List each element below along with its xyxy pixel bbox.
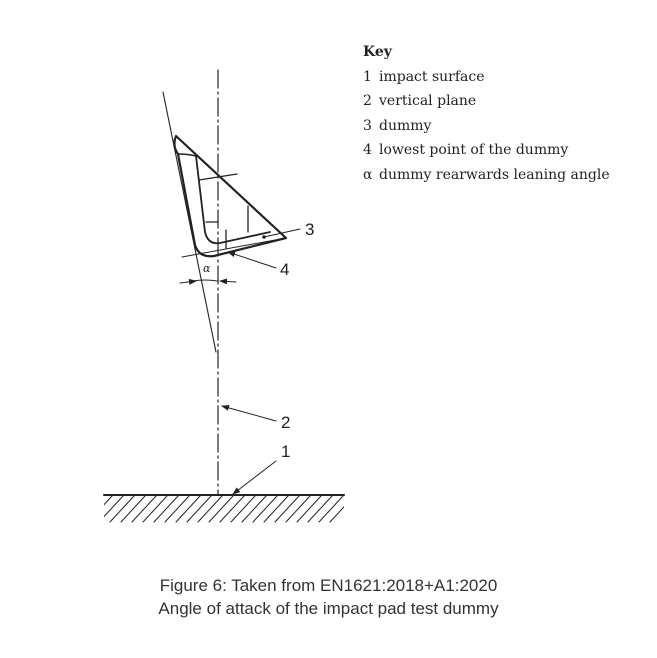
callout-1: 1 xyxy=(281,442,291,461)
key-item-number: 2 xyxy=(363,93,372,109)
alpha-label: α xyxy=(203,262,211,275)
hatch-line xyxy=(308,496,332,522)
key-legend xyxy=(363,40,610,187)
key-item-text: impact surface xyxy=(379,68,485,85)
key-item-alpha xyxy=(363,163,610,188)
hatch-line xyxy=(154,496,178,522)
hatch-line xyxy=(209,496,233,522)
key-item-1 xyxy=(363,65,610,90)
hatch-line xyxy=(110,496,134,522)
hatch-line xyxy=(330,496,354,522)
hatch-line xyxy=(165,496,189,522)
alpha-arc xyxy=(193,280,217,281)
hatch-line xyxy=(132,496,156,522)
hatch-line xyxy=(286,496,310,522)
key-item-text: lowest point of the dummy xyxy=(379,142,569,158)
key-item-text: dummy rearwards leaning angle xyxy=(379,166,610,183)
key-item-number: 4 xyxy=(363,142,372,158)
figure-caption xyxy=(0,574,657,620)
impact-surface-hatching xyxy=(88,496,354,522)
hatch-line xyxy=(121,496,145,522)
hatch-line xyxy=(143,496,167,522)
hatch-line xyxy=(264,496,288,522)
key-item-text: dummy xyxy=(379,117,432,134)
hatch-line xyxy=(176,496,200,522)
hatch-line xyxy=(242,496,266,522)
key-item-number: 1 xyxy=(363,68,372,85)
hatch-line xyxy=(187,496,211,522)
leader-2 xyxy=(222,406,276,421)
key-item-3 xyxy=(363,114,610,139)
alpha-arrow-left xyxy=(180,281,196,283)
leader-4 xyxy=(228,252,276,268)
hatch-line xyxy=(297,496,321,522)
hatch-line xyxy=(88,496,112,522)
callout-4: 4 xyxy=(280,260,290,279)
hatch-line xyxy=(220,496,244,522)
hatch-line xyxy=(231,496,255,522)
dummy-shape xyxy=(174,136,286,256)
hatch-line xyxy=(319,496,343,522)
key-item-4 xyxy=(363,138,610,163)
hatch-line xyxy=(198,496,222,522)
key-title: Key xyxy=(363,44,392,60)
hatch-line xyxy=(275,496,299,522)
key-item-number: 3 xyxy=(363,117,372,134)
hatch-line xyxy=(99,496,123,522)
callout-3: 3 xyxy=(305,220,315,239)
caption-line-1: Figure 6: Taken from EN1621:2018+A1:2020 xyxy=(159,576,498,595)
key-item-number: α xyxy=(363,166,373,183)
key-item-text: vertical plane xyxy=(379,93,477,109)
key-item-2 xyxy=(363,89,610,114)
alpha-arrow-right xyxy=(220,281,236,282)
hatch-line xyxy=(253,496,277,522)
leader-1 xyxy=(233,461,276,494)
caption-line-2: Angle of attack of the impact pad test dummy xyxy=(158,599,499,618)
callout-2: 2 xyxy=(281,413,291,432)
